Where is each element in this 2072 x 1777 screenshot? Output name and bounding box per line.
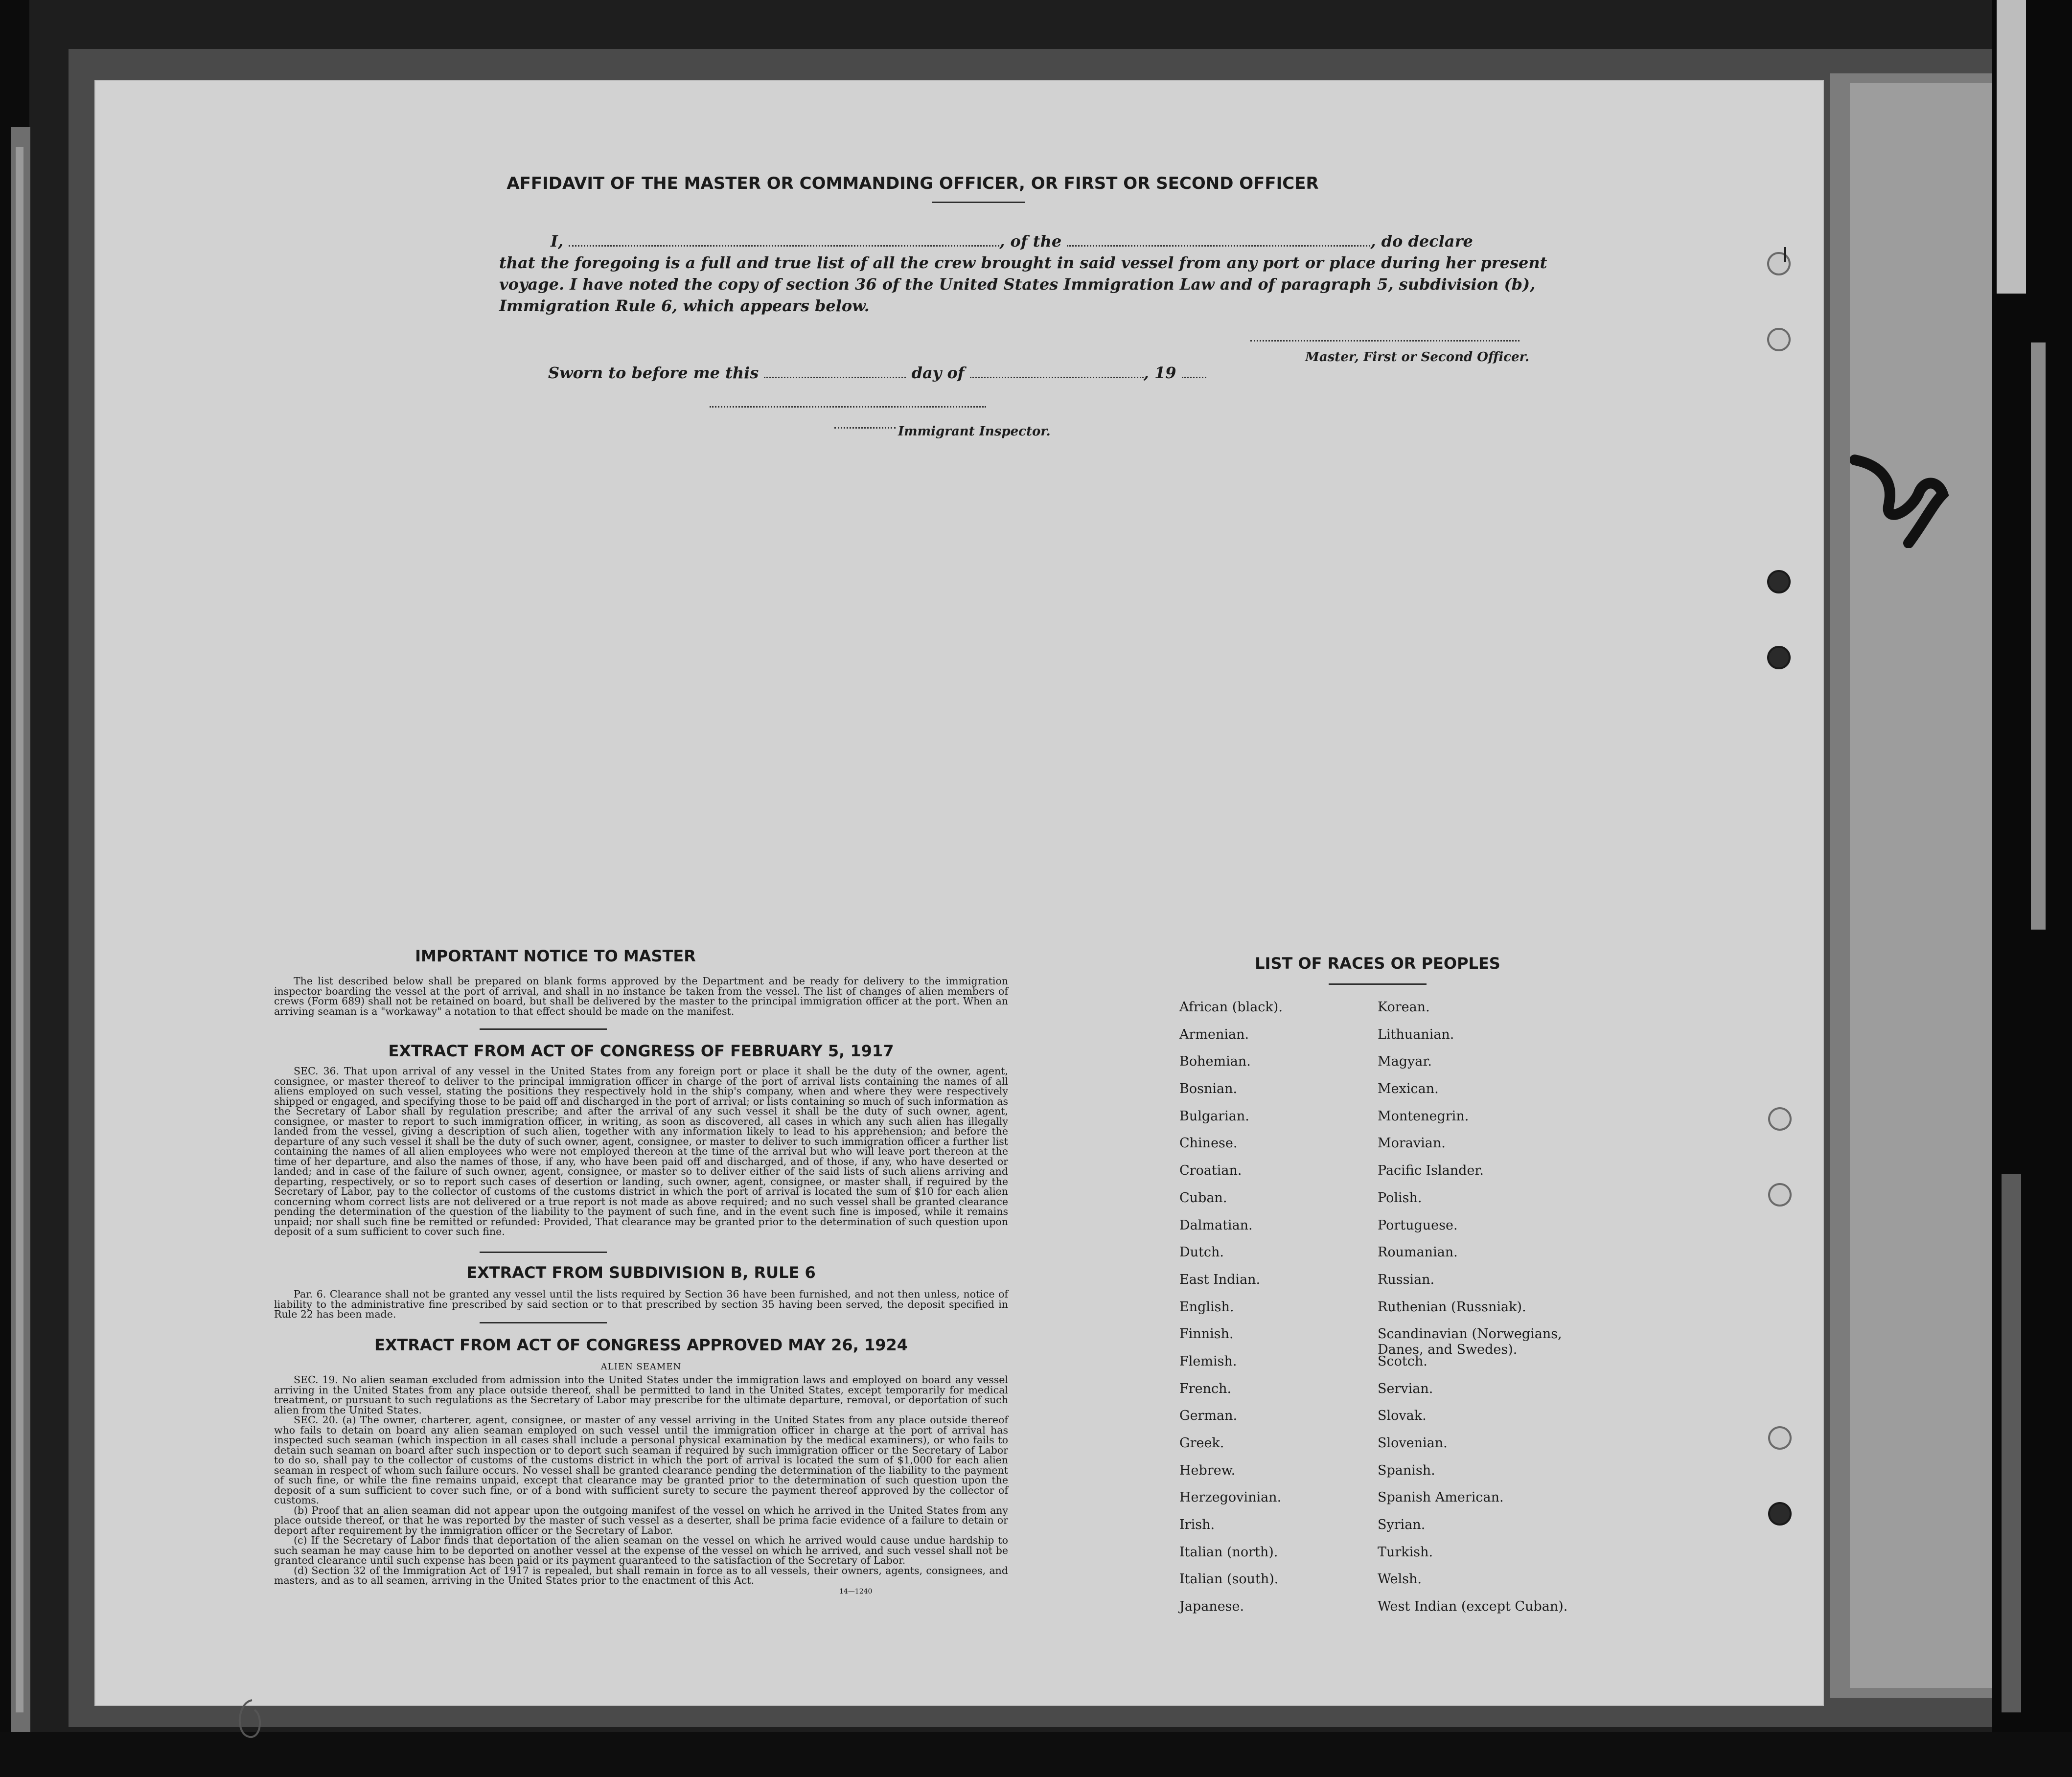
- race-item: Slovenian.: [1378, 1435, 1448, 1451]
- race-item: Spanish.: [1378, 1462, 1435, 1478]
- notice-text: [274, 976, 1008, 1016]
- inspector-signature-blank[interactable]: [710, 406, 986, 408]
- race-item: Bosnian.: [1179, 1081, 1238, 1097]
- race-item: Welsh.: [1378, 1572, 1422, 1587]
- race-item: Servian.: [1378, 1381, 1433, 1396]
- race-item: Japanese.: [1179, 1599, 1244, 1615]
- manifest-page: [95, 81, 1823, 1705]
- punch-hole: [1768, 1183, 1792, 1207]
- race-item: Russian.: [1378, 1272, 1435, 1287]
- race-item: Pacific Islander.: [1378, 1163, 1484, 1179]
- day-of-text: day of: [911, 364, 965, 382]
- race-item: Portuguese.: [1378, 1217, 1458, 1233]
- divider: [480, 1028, 607, 1030]
- race-item: Turkish.: [1378, 1544, 1433, 1560]
- race-item: Polish.: [1378, 1190, 1422, 1206]
- scan-artifact: [2002, 1174, 2021, 1712]
- punch-hole: [1767, 328, 1791, 351]
- scan-artifact: [2031, 342, 2046, 930]
- sec-20a-paragraph: SEC. 20. (a) The owner, charterer, agent, consignee, or master of any vessel arriving in the United States from any place outside thereof who fails to detain on board any alien seaman employed on such vessel until the immigration officer in charge at the port of arrival has inspected such seaman (which inspection in all cases shall include a personal physical examination by the medical examiners), or who fails to detain such seaman on board after such inspection or to deport such seaman if required by such immigration officer or the Secretary of Labor to do so, shall pay to the collector of customs of the customs district in which the port of arrival is located the sum of $1,000 for each alien seaman in respect of whom such failure occurs. No vessel shall be granted clearance pending the determination of the liability to the payment of such fine, or while the fine remains unpaid, except that clearance may be granted prior to the determination of such question upon the deposit of a sum sufficient to cover such fine, or of a bond with sufficient surety to secure the payment thereof approved by the collector of customs.: [274, 1414, 1008, 1506]
- races-column-1: [1179, 1000, 1365, 1626]
- sec-20d-paragraph: (d) Section 32 of the Immigration Act of 1917 is repealed, but shall remain in force as to all vessels, their owners, agents, consignees, and masters, and as to all seamen, arriving in the United States prior to the enactment of this Act.: [274, 1564, 1008, 1586]
- master-signature-label: Master, First or Second Officer.: [1305, 350, 1529, 365]
- punch-hole: [1767, 646, 1791, 669]
- year-blank[interactable]: [1182, 377, 1206, 378]
- extract-1917-text: [274, 1066, 1008, 1237]
- race-item: Finnish.: [1179, 1326, 1234, 1342]
- punch-hole: [1768, 1107, 1792, 1131]
- notice-title: IMPORTANT NOTICE TO MASTER: [415, 947, 696, 965]
- affidavit-line-4: Immigration Rule 6, which appears below.: [499, 296, 870, 315]
- race-item: Italian (north).: [1179, 1544, 1278, 1560]
- races-column-2: [1378, 1000, 1622, 1626]
- race-item: African (black).: [1179, 1000, 1283, 1015]
- scan-backing-edge-light: [1850, 83, 1997, 1688]
- pen-mark: [1784, 247, 1786, 262]
- extract-1924-subtitle: ALIEN SEAMEN: [600, 1362, 682, 1372]
- race-item: West Indian (except Cuban).: [1378, 1599, 1568, 1615]
- race-item: Syrian.: [1378, 1517, 1426, 1533]
- extract-rule6-paragraph: Par. 6. Clearance shall not be granted any vessel until the lists required by Section 36 have been furnished, and not then unless, notice of liability to the administrative fine prescribed by said section or to that prescribed by section 35 having been served, the deposit specified in Rule 22 has been made.: [274, 1288, 1008, 1320]
- extract-rule6-text: [274, 1289, 1008, 1320]
- punch-hole: [1768, 1502, 1792, 1526]
- race-item: Korean.: [1378, 1000, 1430, 1015]
- race-item: Irish.: [1179, 1517, 1215, 1533]
- scan-border-strip-inner: [16, 147, 23, 1712]
- race-item: Ruthenian (Russniak).: [1378, 1299, 1526, 1315]
- race-item: German.: [1179, 1408, 1238, 1424]
- race-item: Dutch.: [1179, 1245, 1224, 1260]
- affidavit-i: I,: [551, 232, 564, 251]
- race-item: Chinese.: [1179, 1136, 1238, 1151]
- race-item: Lithuanian.: [1378, 1026, 1454, 1042]
- affidavit-of-the: , of the: [999, 232, 1062, 251]
- pencil-circle-mark: [232, 1695, 267, 1744]
- sec-20b-paragraph: (b) Proof that an alien seaman did not appear upon the outgoing manifest of the vessel on which he arrived in the United States from any place outside thereof, or that he was reported by the master of such vessel as a deserter, shall be prima facie evidence of a failure to detain or deport after requirement by the immigration officer or the Secretary of Labor.: [274, 1504, 1008, 1536]
- divider: [480, 1322, 607, 1323]
- affidavit-declare: , do declare: [1370, 232, 1473, 251]
- race-item: Dalmatian.: [1179, 1217, 1253, 1233]
- sec-19-paragraph: SEC. 19. No alien seaman excluded from admission into the United States under the immigration laws and employed on board any vessel arriving in the United States from any place outside thereof, shall be permitted to land in the United States, except temporarily for medical treatment, or pursuant to such regulations as the Secretary of Labor may prescribe for the ultimate departure, removal, or deportation of such alien from the United States.: [274, 1374, 1008, 1416]
- extract-1924-title: EXTRACT FROM ACT OF CONGRESS APPROVED MAY 26, 1924: [374, 1336, 908, 1354]
- punch-hole: [1768, 1426, 1792, 1450]
- affidavit-line-1: [551, 230, 1583, 252]
- race-item: Mexican.: [1378, 1081, 1439, 1097]
- divider: [480, 1252, 607, 1253]
- race-item: Moravian.: [1378, 1136, 1446, 1151]
- race-item: Armenian.: [1179, 1026, 1249, 1042]
- affidavit-line-2: that the foregoing is a full and true list of all the crew brought in said vessel from any port or place during her present: [499, 253, 1547, 272]
- extract-1917-title: EXTRACT FROM ACT OF CONGRESS OF FEBRUARY 5, 1917: [388, 1042, 894, 1060]
- race-item: Bohemian.: [1179, 1054, 1251, 1070]
- punch-hole: [1767, 252, 1791, 275]
- race-item: Cuban.: [1179, 1190, 1227, 1206]
- vessel-blank[interactable]: [1067, 245, 1370, 247]
- sworn-text: Sworn to before me this: [548, 364, 759, 382]
- scan-artifact: [1997, 0, 2026, 294]
- sworn-line: [548, 362, 1282, 384]
- race-item: French.: [1179, 1381, 1232, 1396]
- race-item: Scotch.: [1378, 1353, 1427, 1369]
- master-signature-blank[interactable]: [1250, 340, 1519, 342]
- race-item: Croatian.: [1179, 1163, 1242, 1179]
- punch-hole: [1767, 570, 1791, 593]
- race-item: English.: [1179, 1299, 1234, 1315]
- inspector-label: Immigrant Inspector.: [898, 424, 1051, 439]
- handwritten-mark: [1850, 450, 1953, 548]
- name-blank[interactable]: [569, 245, 999, 247]
- inspector-signature-blank-short[interactable]: [834, 427, 896, 429]
- month-blank[interactable]: [970, 377, 1144, 378]
- race-item: Flemish.: [1179, 1353, 1237, 1369]
- race-item: East Indian.: [1179, 1272, 1261, 1287]
- divider: [932, 202, 1025, 203]
- extract-rule6-title: EXTRACT FROM SUBDIVISION B, RULE 6: [466, 1263, 816, 1282]
- race-item: Bulgarian.: [1179, 1108, 1249, 1124]
- form-number: 14—1240: [839, 1588, 873, 1595]
- race-item: Roumanian.: [1378, 1245, 1458, 1260]
- affidavit-line-3: voyage. I have noted the copy of section 36 of the United States Immigration Law and of paragraph 5, subdivision (b),: [499, 275, 1536, 294]
- race-item: Italian (south).: [1179, 1572, 1279, 1587]
- races-title: LIST OF RACES OR PEOPLES: [1255, 954, 1500, 973]
- race-item: Greek.: [1179, 1435, 1224, 1451]
- year-prefix: , 19: [1143, 364, 1176, 382]
- race-item: Montenegrin.: [1378, 1108, 1469, 1124]
- race-item: Herzegovinian.: [1179, 1490, 1282, 1505]
- divider: [1329, 983, 1427, 985]
- extract-1917-paragraph: SEC. 36. That upon arrival of any vessel in the United States from any foreign port or place it shall be the duty of the owner, agent, consignee, or master thereof to deliver to the principal immigration officer in charge of the port of arrival lists containing the names of all aliens employed on such vessel, stating the positions they respectively hold in the ship's company, when and where they were respectively shipped or engaged, and specifying those to be paid off and discharged in the port of arrival; or lists containing so much of such information as the Secretary of Labor shall by regulation prescribe; and after the arrival of any such vessel it shall be the duty of such owner, agent, consignee, or master to report to such immigration officer, in writing, as soon as discovered, all cases in which any such alien has illegally landed from the vessel, giving a description of such alien, together with any information likely to lead to his apprehension; and before the departure of any such vessel it shall be the duty of such owner, agent, consignee, or master to deliver to such immigration officer a further list containing the names of all alien employees who were not employed thereon at the time of the arrival but who will leave port thereon at the time of her departure, and also the names of those, if any, who have been paid off and discharged, and of those, if any, who have deserted or landed; and in case of the failure of such owner, agent, consignee, or master so to deliver either of the said lists of such aliens arriving and departing, respectively, or so to report such cases of desertion or landing, such owner, agent, consignee, or master shall, if required by the Secretary of Labor, pay to the collector of customs of the customs district in which the port of arrival is located the sum of $10 for each alien concerning whom correct lists are not delivered or a true report is not made as above required; and no such vessel shall be granted clearance pending the determination of the question of the liability to the payment of such fine, and in the event such fine is imposed, while it remains unpaid; nor shall such fine be remitted or refunded: Provided, That clearance may be granted prior to the determination of such question upon deposit of a sum sufficient to cover such fine.: [274, 1065, 1008, 1237]
- race-item: Hebrew.: [1179, 1462, 1236, 1478]
- notice-paragraph: The list described below shall be prepared on blank forms approved by the Department and be ready for delivery to the immigration inspector boarding the vessel at the port of arrival, and shall in no instance be taken from the vessel. The list of changes of alien members of crews (Form 689) shall not be retained on board, but shall be delivered by the master to the principal immigration officer at the port. When an arriving seaman is a "workaway" a notation to that effect should be made on the manifest.: [274, 975, 1008, 1017]
- sec-20c-paragraph: (c) If the Secretary of Labor finds that deportation of the alien seaman on the vessel on which he arrived would cause undue hardship to such seaman he may cause him to be deported on another vessel at the expense of the vessel on which he arrived, and such vessel shall not be granted clearance until such expense has been paid or its payment guaranteed to the satisfaction of the Secretary of Labor.: [274, 1534, 1008, 1566]
- scan-border-bottom: [0, 1732, 2072, 1777]
- affidavit-title: AFFIDAVIT OF THE MASTER OR COMMANDING OFFICER, OR FIRST OR SECOND OFFICER: [506, 174, 1319, 193]
- race-item: Scandinavian (Norwegians, Danes, and Swedes).: [1378, 1326, 1562, 1358]
- extract-1924-text: [274, 1375, 1008, 1586]
- race-item: Magyar.: [1378, 1054, 1432, 1070]
- day-blank[interactable]: [764, 377, 906, 378]
- race-item: Slovak.: [1378, 1408, 1427, 1424]
- race-item: Spanish American.: [1378, 1490, 1504, 1505]
